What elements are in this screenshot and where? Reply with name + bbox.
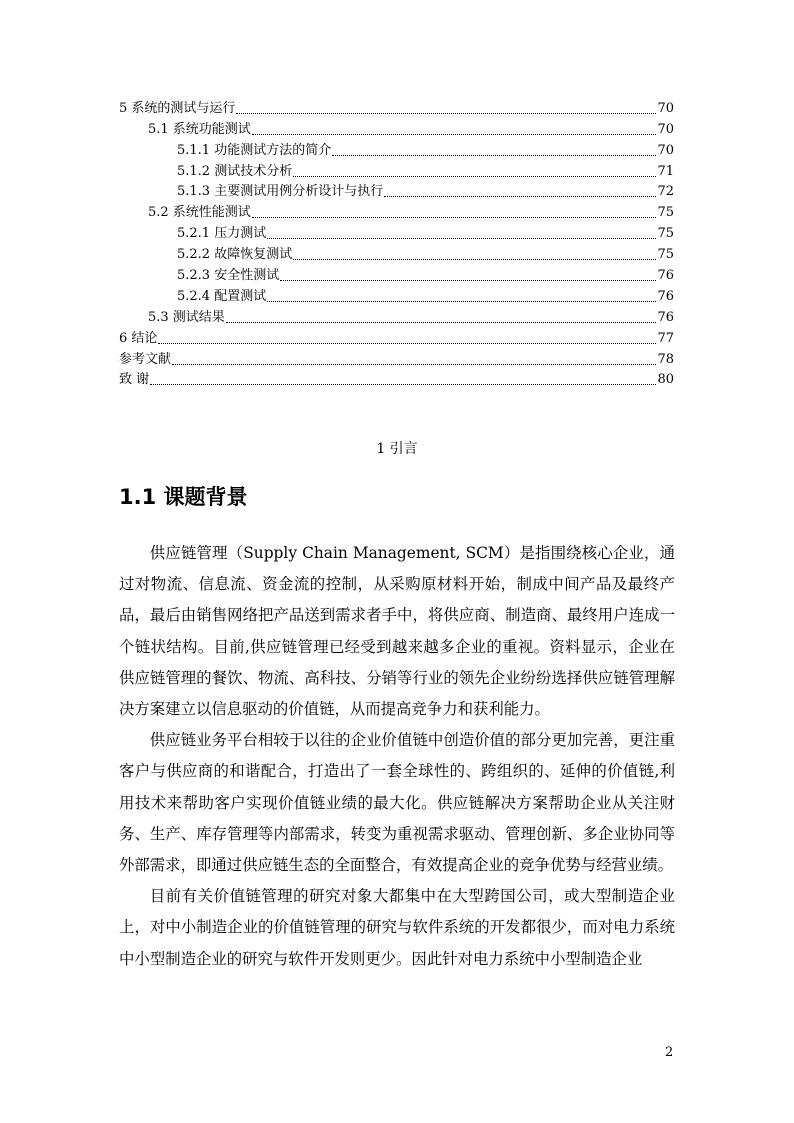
toc-entry[interactable] [119, 117, 674, 138]
toc-leader-dots [172, 364, 656, 365]
toc-entry-page: 75 [657, 226, 674, 242]
toc-entry-label: 5.3 测试结果 [148, 309, 225, 325]
toc-entry-page: 75 [657, 205, 674, 221]
section-heading: 1.1 课题背景 [119, 485, 248, 509]
toc-entry-label: 5.1.2 测试技术分析 [177, 163, 293, 179]
chapter-title: 1 引言 [376, 441, 418, 457]
toc-entry-label: 5.2.4 配置测试 [177, 288, 267, 304]
body-text [119, 538, 675, 975]
toc-leader-dots [293, 259, 656, 260]
toc-entry-page: 71 [657, 163, 674, 179]
toc-entry-label: 5.2.1 压力测试 [177, 226, 267, 242]
toc-entry[interactable] [119, 305, 674, 326]
toc-entry-label: 参考文献 [119, 351, 172, 367]
toc-entry-page: 78 [657, 351, 674, 367]
toc-entry[interactable] [119, 200, 674, 221]
toc-entry[interactable] [119, 180, 674, 201]
toc-leader-dots [267, 238, 656, 239]
toc-entry[interactable] [119, 138, 674, 159]
toc-entry-page: 70 [657, 121, 674, 137]
toc-leader-dots [252, 134, 657, 135]
toc-leader-dots [158, 343, 656, 344]
toc-leader-dots [293, 176, 656, 177]
toc-leader-dots [280, 280, 656, 281]
paragraph: 目前有关价值链管理的研究对象大都集中在大型跨国公司，或大型制造企业上，对中小制造企业的价值链管理的研究与软件系统的开发都很少，而对电力系统中小型制造企业的研究与软件开发则更少。因此针对电力系统中小型制造企业 [119, 887, 675, 968]
toc-entry-page: 76 [657, 268, 674, 284]
toc-entry-label: 5.1 系统功能测试 [148, 121, 251, 137]
toc-entry-label: 致 谢 [119, 372, 150, 388]
page-number: 2 [665, 1045, 674, 1060]
table-of-contents [119, 96, 674, 388]
toc-leader-dots [252, 217, 657, 218]
toc-entry-page: 70 [657, 100, 674, 116]
toc-entry[interactable] [119, 368, 674, 389]
toc-entry-label: 5.1.3 主要测试用例分析设计与执行 [177, 184, 384, 200]
toc-entry[interactable] [119, 159, 674, 180]
toc-entry-page: 76 [657, 288, 674, 304]
toc-leader-dots [236, 113, 656, 114]
toc-entry[interactable] [119, 263, 674, 284]
toc-entry-label: 5.2.2 故障恢复测试 [177, 247, 293, 263]
toc-entry-page: 80 [657, 372, 674, 388]
toc-leader-dots [384, 196, 656, 197]
toc-leader-dots [332, 155, 656, 156]
toc-entry-page: 76 [657, 309, 674, 325]
toc-entry[interactable] [119, 242, 674, 263]
toc-entry[interactable] [119, 347, 674, 368]
toc-entry[interactable] [119, 221, 674, 242]
toc-entry-label: 5.2 系统性能测试 [148, 205, 251, 221]
toc-entry-page: 77 [657, 330, 674, 346]
toc-leader-dots [150, 384, 656, 385]
toc-leader-dots [267, 301, 656, 302]
toc-entry-page: 75 [657, 247, 674, 263]
paragraph: 供应链业务平台相较于以往的企业价值链中创造价值的部分更加完善，更注重客户与供应商的和谐配合，打造出了一套全球性的、跨组织的、延伸的价值链,利用技术来帮助客户实现价值链业绩的最大化。供应链解决方案帮助企业从关注财务、生产、库存管理等内部需求，转变为重视需求驱动、管理创新、多企业协同等外部需求，即通过供应链生态的全面整合，有效提高企业的竞争优势与经营业绩。 [119, 731, 675, 875]
toc-leader-dots [226, 322, 657, 323]
toc-entry[interactable] [119, 284, 674, 305]
toc-entry-label: 5 系统的测试与运行 [119, 100, 236, 116]
toc-entry-label: 5.1.1 功能测试方法的简介 [177, 142, 332, 158]
toc-entry[interactable] [119, 326, 674, 347]
toc-entry-page: 70 [657, 142, 674, 158]
toc-entry-page: 72 [657, 184, 674, 200]
toc-entry[interactable] [119, 96, 674, 117]
paragraph: 供应链管理（Supply Chain Management, SCM）是指围绕核心企业，通过对物流、信息流、资金流的控制，从采购原材料开始，制成中间产品及最终产品，最后由销售网络把产品送到需求者手中，将供应商、制造商、最终用户连成一个链状结构。目前,供应链管理已经受到越来越多企业的重视。资料显示，企业在供应链管理的餐饮、物流、高科技、分销等行业的领先企业纷纷选择供应链管理解决方案建立以信息驱动的价值链，从而提高竞争力和获利能力。 [119, 544, 675, 719]
toc-entry-label: 5.2.3 安全性测试 [177, 268, 280, 284]
toc-entry-label: 6 结论 [119, 330, 158, 346]
